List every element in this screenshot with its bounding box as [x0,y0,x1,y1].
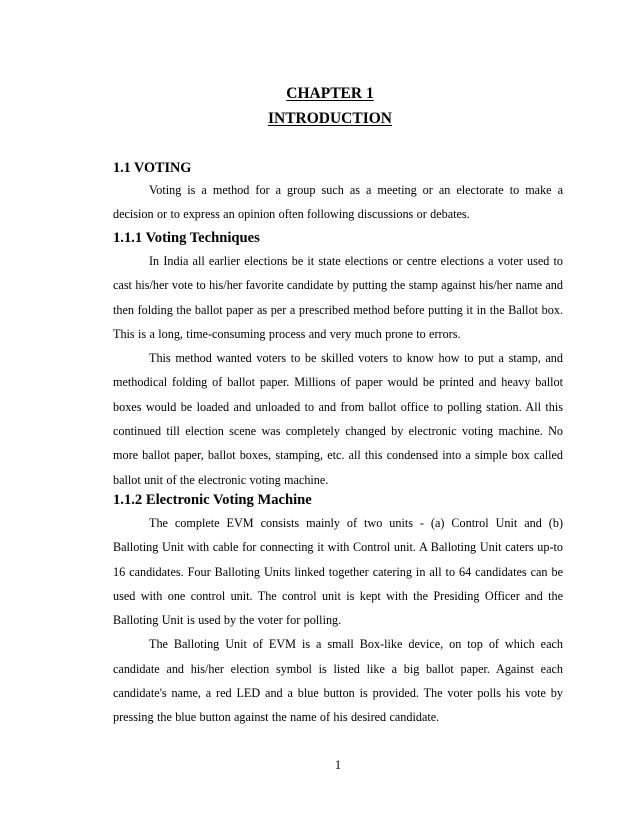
paragraph-evm-units: The complete EVM consists mainly of two units - (a) Control Unit and (b) Balloting Unit with cable for connecting it with Control unit. A Balloting Unit caters up-to 16 candidates. Four Balloting Units linked together catering in all to 64 candidates can be used with one control unit. The control unit is kept with the Presiding Officer and the Balloting Unit is used by the voter for polling. [113,516,563,628]
section-voting-techniques [113,227,563,492]
paragraph-skilled-voters: This method wanted voters to be skilled voters to know how to put a stamp, and methodical folding of ballot paper. Millions of paper would be printed and heavy ballot boxes would be loaded and unloaded to and from ballot office to polling station. All this continued till election scene was completely changed by electronic voting machine. No more ballot paper, ballot boxes, stamping, etc. all this condensed into a simple box called ballot unit of the electronic voting machine. [113,351,563,487]
chapter-title: INTRODUCTION [267,110,392,127]
chapter-label: CHAPTER 1 [286,85,374,102]
section-voting [113,158,563,227]
paragraph-voting-definition: Voting is a method for a group such as a meeting or an electorate to make a decision or to express an opinion often following discussions or debates. [113,183,563,222]
paragraph-earlier-elections: In India all earlier elections be it state elections or centre elections a voter used to cast his/her vote to his/her favorite candidate by putting the stamp against his/her name and then folding the ballot paper as per a prescribed method before putting it in the Ballot box. This is a long, time-consuming process and very much prone to errors. [113,254,563,341]
paragraph-balloting-unit: The Balloting Unit of EVM is a small Box-like device, on top of which each candidate and his/her election symbol is listed like a big ballot paper. Against each candidate's name, a red LED and a blue button is provided. The voter polls his vote by pressing the blue button against the name of his desired candidate. [113,637,563,725]
section-electronic-voting-machine [113,489,563,730]
section-heading-evm: 1.1.2 Electronic Voting Machine [113,492,312,508]
section-heading-voting-techniques: 1.1.1 Voting Techniques [113,230,260,246]
section-heading-voting: 1.1 VOTING [113,160,192,176]
page-number: 1 [334,758,342,772]
